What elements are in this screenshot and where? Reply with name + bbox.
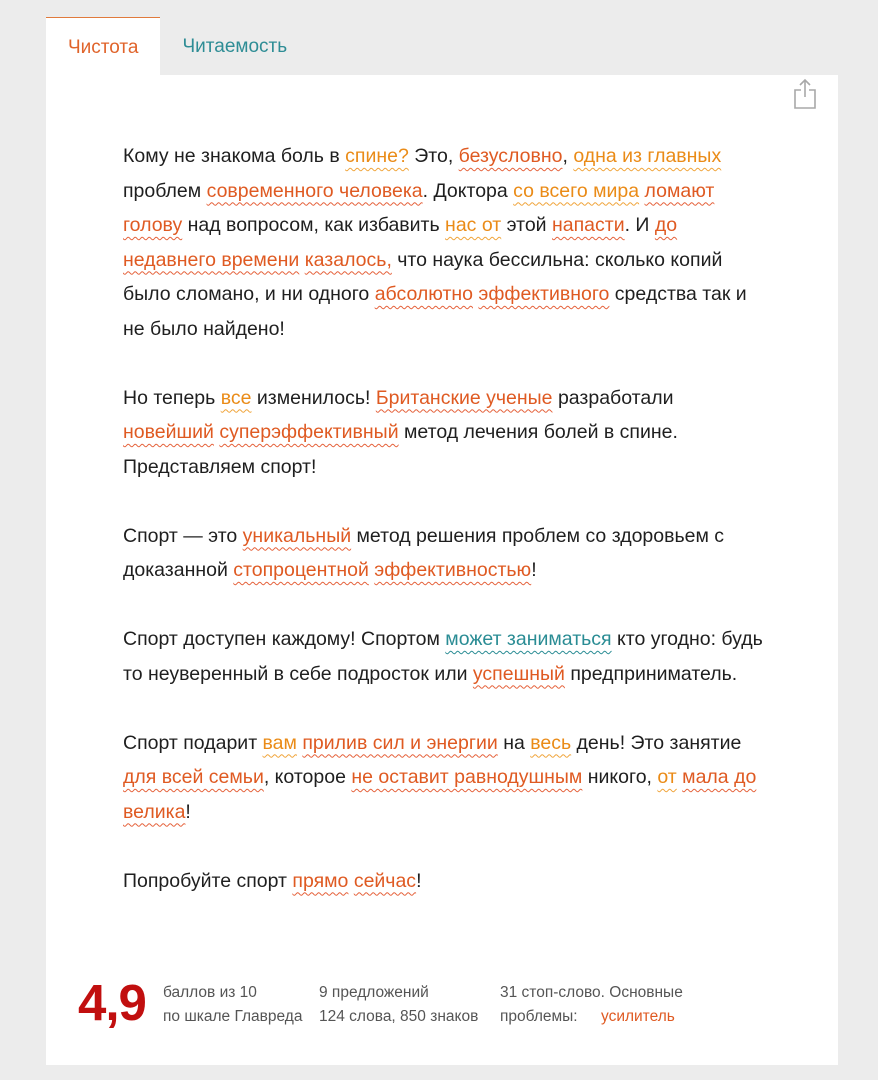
text-paragraph — [123, 381, 763, 485]
text-run: на — [497, 731, 531, 754]
highlighted-phrase[interactable]: Британские ученые — [375, 386, 553, 409]
problems-label: проблемы: — [500, 1008, 578, 1025]
text-run: разработали — [552, 386, 674, 409]
text-paragraph — [123, 726, 763, 830]
highlighted-phrase[interactable]: со всего мира — [513, 179, 640, 202]
text-run: этой — [501, 214, 552, 236]
tab-readability[interactable]: Читаемость — [182, 36, 288, 57]
highlighted-phrase[interactable]: стопроцентной — [233, 559, 369, 581]
score-value: 4,9 — [78, 974, 146, 1031]
tab-purity[interactable]: Чистота — [46, 17, 160, 75]
highlighted-phrase[interactable]: успешный — [472, 662, 565, 685]
text-paragraph — [123, 139, 763, 346]
text-run: предприниматель. — [564, 662, 738, 685]
highlighted-phrase[interactable]: ломают голову — [123, 179, 715, 236]
highlighted-phrase[interactable]: мала до велика — [123, 766, 757, 823]
problem-link-intensifier[interactable]: усилитель — [601, 1008, 675, 1025]
highlighted-phrase[interactable]: безусловно — [458, 145, 563, 167]
sentences-count: 9 предложений — [319, 984, 429, 1001]
highlighted-phrase[interactable]: современного человека — [206, 179, 423, 202]
text-paragraph — [123, 519, 763, 588]
highlighted-phrase[interactable]: казалось, — [304, 248, 392, 271]
words-chars-count: 124 слова, 850 знаков — [319, 1008, 479, 1025]
highlighted-phrase[interactable]: для всей семьи — [123, 766, 264, 788]
text-run: ! — [416, 869, 422, 892]
text-paragraph — [123, 622, 763, 691]
text-run: . И — [624, 214, 655, 236]
text-run: Но теперь — [123, 386, 221, 409]
highlighted-phrase[interactable]: новейший — [123, 421, 214, 443]
highlighted-phrase[interactable]: может заниматься — [445, 628, 612, 650]
highlighted-phrase[interactable]: уникальный — [242, 524, 352, 547]
highlighted-phrase[interactable]: напасти — [552, 214, 625, 236]
highlighted-phrase[interactable]: нас от — [445, 214, 502, 236]
highlighted-phrase[interactable]: эффективного — [478, 283, 610, 305]
text-run: Кому не знакома боль в — [123, 145, 346, 167]
text-run: Спорт доступен каждому! Спортом — [123, 628, 446, 650]
stopwords-count: 31 стоп-слово. Основные — [500, 984, 683, 1001]
text-run: день! Это занятие — [571, 731, 742, 754]
text-run: Спорт — это — [123, 524, 243, 547]
text-run: ! — [531, 559, 537, 581]
text-run: средства так и не было найдено! — [123, 283, 747, 340]
highlighted-phrase[interactable]: эффективностью — [374, 559, 532, 581]
text-run: . Доктора — [422, 179, 514, 202]
stats-block — [78, 975, 798, 1039]
highlighted-phrase[interactable]: от — [657, 766, 677, 788]
text-run: , которое — [263, 766, 352, 788]
text-run: никого, — [582, 766, 658, 788]
text-run: Это, — [408, 145, 459, 167]
highlighted-phrase[interactable]: прямо — [292, 869, 349, 892]
highlighted-phrase[interactable]: абсолютно — [374, 283, 473, 305]
highlighted-phrase[interactable]: не оставит равнодушным — [351, 766, 583, 788]
text-run: , — [562, 145, 574, 167]
highlighted-phrase[interactable]: спине? — [345, 145, 409, 167]
highlighted-phrase[interactable]: суперэффективный — [219, 421, 399, 443]
score-scale-label: по шкале Главреда — [163, 1008, 303, 1025]
text-run: Спорт подарит — [123, 731, 263, 754]
text-run: ! — [185, 800, 191, 823]
highlighted-phrase[interactable]: все — [220, 386, 252, 409]
tab-bar — [46, 17, 309, 75]
text-run: метод лечения болей в спине. Представляем спорт! — [123, 421, 678, 478]
text-run: над вопросом, как избавить — [182, 214, 446, 236]
highlighted-phrase[interactable]: весь — [530, 731, 572, 754]
share-icon[interactable] — [792, 78, 818, 110]
text-paragraph — [123, 864, 763, 899]
text-run: Попробуйте спорт — [123, 869, 293, 892]
score-label: баллов из 10 — [163, 984, 257, 1001]
analyzed-text[interactable] — [123, 139, 763, 933]
text-run: метод решения проблем со здоровьем с доказанной — [123, 524, 725, 581]
highlighted-phrase[interactable]: прилив сил и энергии — [302, 731, 498, 754]
text-run: проблем — [123, 179, 207, 202]
text-run: кто угодно: будь то неуверенный в себе подросток или — [123, 628, 763, 685]
text-panel — [46, 75, 838, 1065]
text-run: что наука бессильна: сколько копий было сломано, и ни одного — [123, 248, 723, 305]
text-run: изменилось! — [251, 386, 376, 409]
highlighted-phrase[interactable]: до недавнего времени — [123, 214, 678, 271]
highlighted-phrase[interactable]: сейчас — [353, 869, 417, 892]
highlighted-phrase[interactable]: вам — [262, 731, 297, 754]
highlighted-phrase[interactable]: одна из главных — [573, 145, 722, 167]
